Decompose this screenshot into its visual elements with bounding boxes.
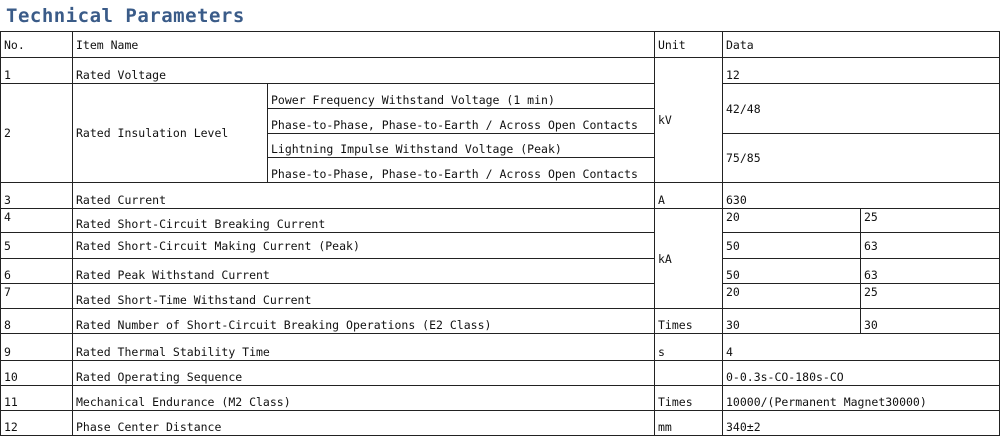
row-data-b: 63 <box>861 233 1000 259</box>
row-item: Rated Insulation Level <box>73 84 268 183</box>
row-item: Phase Center Distance <box>73 411 655 436</box>
row-data-b: 25 <box>861 284 1000 309</box>
technical-parameters-table <box>0 31 1000 436</box>
table-row <box>1 233 1000 259</box>
sub-item: Power Frequency Withstand Voltage (1 min) <box>268 84 655 109</box>
row-data-a: 20 <box>723 284 861 309</box>
row-data-b: 25 <box>861 209 1000 233</box>
row-no: 1 <box>1 58 73 84</box>
row-no: 4 <box>1 209 73 233</box>
row-item: Rated Short-Circuit Making Current (Peak) <box>73 233 655 259</box>
header-data: Data <box>723 32 1000 58</box>
table-row <box>1 84 1000 109</box>
row-data: 630 <box>723 183 1000 209</box>
row-data: 0-0.3s-CO-180s-CO <box>723 361 1000 386</box>
unit-kv: kV <box>655 58 723 183</box>
row-unit: mm <box>655 411 723 436</box>
sub-item: Phase-to-Phase, Phase-to-Earth / Across Open Contacts <box>268 158 655 183</box>
row-unit: Times <box>655 309 723 334</box>
table-row <box>1 309 1000 334</box>
row-unit: Times <box>655 386 723 411</box>
row-no: 11 <box>1 386 73 411</box>
table-row <box>1 58 1000 84</box>
row-unit <box>655 361 723 386</box>
header-item-name: Item Name <box>73 32 655 58</box>
row-data-b: 63 <box>861 259 1000 284</box>
row-no: 10 <box>1 361 73 386</box>
row-no: 5 <box>1 233 73 259</box>
row-item: Rated Operating Sequence <box>73 361 655 386</box>
row-data-b: 30 <box>861 309 1000 334</box>
header-no: No. <box>1 32 73 58</box>
table-row <box>1 386 1000 411</box>
table-row <box>1 259 1000 284</box>
row-data: 75/85 <box>723 134 1000 183</box>
row-data-a: 30 <box>723 309 861 334</box>
row-no: 9 <box>1 334 73 361</box>
row-item: Rated Peak Withstand Current <box>73 259 655 284</box>
row-item: Rated Voltage <box>73 58 655 84</box>
row-unit: s <box>655 334 723 361</box>
row-item: Mechanical Endurance (M2 Class) <box>73 386 655 411</box>
table-row <box>1 209 1000 233</box>
row-data-a: 50 <box>723 233 861 259</box>
row-item: Rated Thermal Stability Time <box>73 334 655 361</box>
header-row <box>1 32 1000 58</box>
row-no: 2 <box>1 84 73 183</box>
row-data: 340±2 <box>723 411 1000 436</box>
sub-item: Lightning Impulse Withstand Voltage (Peak) <box>268 134 655 158</box>
sub-item: Phase-to-Phase, Phase-to-Earth / Across Open Contacts <box>268 109 655 134</box>
row-item: Rated Number of Short-Circuit Breaking Operations (E2 Class) <box>73 309 655 334</box>
table-row <box>1 334 1000 361</box>
row-data-a: 20 <box>723 209 861 233</box>
page-title: Technical Parameters <box>6 5 245 27</box>
table-row <box>1 411 1000 436</box>
row-data: 12 <box>723 58 1000 84</box>
header-unit: Unit <box>655 32 723 58</box>
row-item: Rated Short-Time Withstand Current <box>73 284 655 309</box>
table-row <box>1 361 1000 386</box>
table-row <box>1 183 1000 209</box>
row-no: 8 <box>1 309 73 334</box>
row-data: 4 <box>723 334 1000 361</box>
row-item: Rated Short-Circuit Breaking Current <box>73 209 655 233</box>
row-no: 3 <box>1 183 73 209</box>
row-item: Rated Current <box>73 183 655 209</box>
row-data-a: 50 <box>723 259 861 284</box>
table-row <box>1 284 1000 309</box>
row-no: 7 <box>1 284 73 309</box>
row-no: 6 <box>1 259 73 284</box>
row-data: 42/48 <box>723 84 1000 134</box>
row-unit: A <box>655 183 723 209</box>
row-data: 10000/(Permanent Magnet30000) <box>723 386 1000 411</box>
row-no: 12 <box>1 411 73 436</box>
unit-ka: kA <box>655 209 723 309</box>
